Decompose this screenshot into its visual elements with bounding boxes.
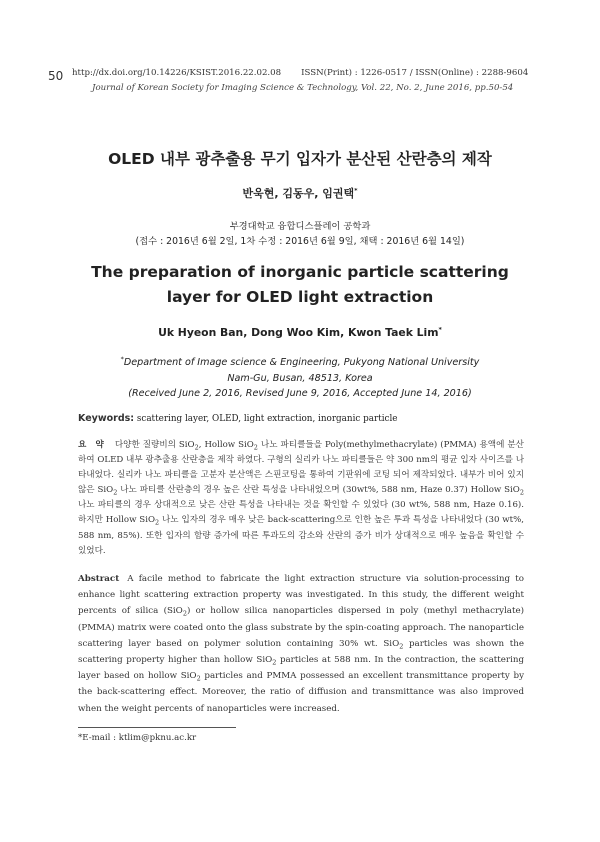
page-number: 50 [48,69,64,83]
english-affiliation-block [0,355,600,402]
english-title: The preparation of inorganic particle scattering layer for OLED light extraction [91,263,509,306]
doi-link[interactable]: http://dx.doi.org/10.14226/KSIST.2016.22.02.08 [72,68,282,78]
keywords-label: Keywords: [78,413,135,424]
corresponding-mark: * [354,186,358,195]
affiliation-mark: * [120,354,124,363]
keywords [78,413,524,424]
korean-abstract-label: 요 약 [78,440,107,450]
english-affiliation-1: *Department of Image science & Engineering, Pukyong National University [120,354,480,368]
english-authors [0,326,600,339]
korean-title: OLED 내부 광추출용 무기 입자가 분산된 산란층의 제작 [108,150,492,168]
korean-dates: (접수 : 2016년 6월 2일, 1차 수정 : 2016년 6월 9일, 채택 : 2016년 6월 14일) [135,236,465,247]
english-abstract-label: Abstract [78,574,120,584]
footnote-divider [78,727,236,728]
english-author-names: Uk Hyeon Ban, Dong Woo Kim, Kwon Taek Lim [158,326,439,339]
korean-author-names: 반욱현, 김동우, 임권택 [242,187,355,200]
korean-affiliation: 부경대학교 융합디스플레이 공학과 [229,221,371,232]
korean-affiliation-block [0,219,600,249]
page-header [48,68,532,93]
corresponding-mark: * [438,325,442,334]
korean-abstract: 요 약 다양한 질량비의 SiO$_2$, Hollow SiO$_2$ 나노 파티클들을 Poly(methylmethacrylate) (PMMA) 용액에 분산하여 OLED 내부 광추출용 산란층을 제작 하였다. 구형의 실리카 나노 파티클들은 약 300 nm의 평균 입자 사이즈를 나타내었다. 실리카 나노 파티클을 고분자 분산액은 스핀코팅을 통하여 기판위에 코팅 되어 제작되었다. 내부가 비어 있지 않은 SiO$_2$ 나노 파티클 산란층의 경우 높은 산란 특성을 나타내었으며 (30wt%, 588 nm, Haze 0.37) Hollow SiO$_2$ 나노 파티클의 경우 상대적으로 낮은 산란 특성을 나타내는 것을 확인할 수 있었다 (30 wt%, 588 nm, Haze 0.16). 하지만 Hollow SiO$_2$ 나노 입자의 경우 매우 낮은 back-scattering으로 인한 높은 투과 특성을 나타내었다 (30 wt%, 588 nm, 85%). 또한 입자의 함량 증가에 따른 투과도의 감소와 산란의 증가 비가 상대적으로 매우 높음을 확인할 수 있었다. [78,440,525,556]
header-doi-line [72,68,532,78]
english-abstract: Abstract A facile method to fabricate the light extraction structure via solution-processing to enhance light scattering extraction property was investigated. In this study, the different weight percents of silica (SiO$_2$) or hollow silica nanoparticles dispersed in poly (methyl methacrylate) (PMMA) matrix were coated onto the glass substrate by the spin-coating approach. The nanoparticle scattering layer based on polymer solution containing 30% wt. SiO$_2$ particles was shown the scattering property higher than hollow SiO$_2$ particles at 588 nm. In the contraction, the scattering layer based on hollow SiO$_2$ particles and PMMA possessed an excellent transmittance property by the back-scattering effect. Moreover, the ratio of diffusion and transmittance was also improved when the weight percents of nanoparticles were increased. [78,574,525,714]
journal-citation: Journal of Korean Society for Imaging Science & Technology, Vol. 22, No. 2, June 2016, pp.50-54 [92,83,514,93]
footnote-email: *E-mail : ktlim@pknu.ac.kr [78,733,197,743]
korean-authors [0,185,600,201]
english-affiliation-2: Nam-Gu, Busan, 48513, Korea [227,372,373,384]
issn: ISSN(Print) : 1226-0517 / ISSN(Online) : 2288-9604 [301,68,529,78]
english-dates: (Received June 2, 2016, Revised June 9, 2016, Accepted June 14, 2016) [128,388,472,399]
keywords-text: scattering layer, OLED, light extraction, inorganic particle [136,414,398,424]
